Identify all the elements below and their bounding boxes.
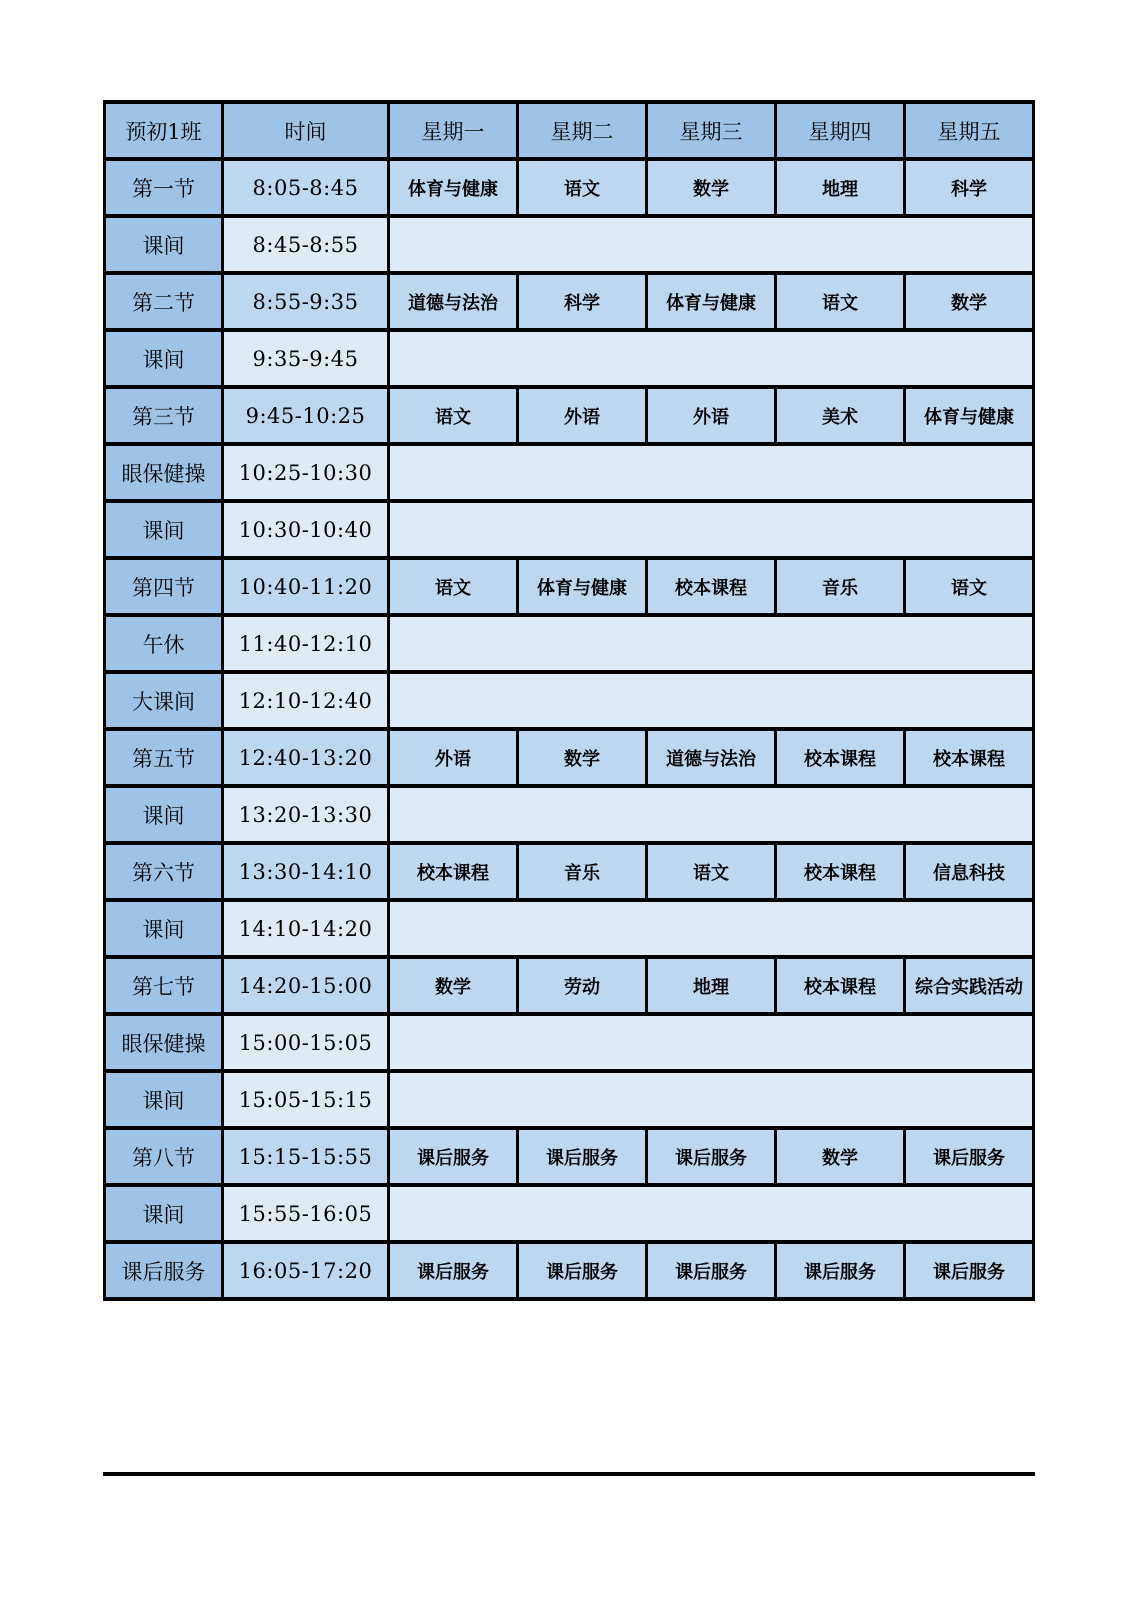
- header-day-cell: 星期二: [518, 102, 647, 159]
- header-time-label-cell: 时间: [223, 102, 389, 159]
- row-time-cell: 14:20-15:00: [223, 957, 389, 1014]
- course-cell: 音乐: [518, 843, 647, 900]
- row-time-cell: 16:05-17:20: [223, 1242, 389, 1299]
- header-class-name-cell: 预初1班: [105, 102, 223, 159]
- course-cell: 校本课程: [776, 843, 905, 900]
- course-cell: 课后服务: [905, 1242, 1034, 1299]
- table-row: [105, 216, 1034, 273]
- table-row: [105, 672, 1034, 729]
- course-cell: 地理: [776, 159, 905, 216]
- course-cell: 校本课程: [389, 843, 518, 900]
- row-time-cell: 8:05-8:45: [223, 159, 389, 216]
- row-label-cell: 课间: [105, 1185, 223, 1242]
- row-time-cell: 15:05-15:15: [223, 1071, 389, 1128]
- course-cell: 体育与健康: [647, 273, 776, 330]
- header-day-cell: 星期四: [776, 102, 905, 159]
- row-label-cell: 第一节: [105, 159, 223, 216]
- empty-break-cell: [389, 444, 1034, 501]
- course-cell: 课后服务: [389, 1242, 518, 1299]
- course-cell: 课后服务: [518, 1242, 647, 1299]
- row-label-cell: 大课间: [105, 672, 223, 729]
- row-label-cell: 课间: [105, 501, 223, 558]
- row-time-cell: 13:30-14:10: [223, 843, 389, 900]
- course-cell: 体育与健康: [389, 159, 518, 216]
- course-cell: 体育与健康: [518, 558, 647, 615]
- empty-break-cell: [389, 216, 1034, 273]
- course-cell: 地理: [647, 957, 776, 1014]
- course-cell: 语文: [647, 843, 776, 900]
- course-cell: 外语: [518, 387, 647, 444]
- course-cell: 科学: [518, 273, 647, 330]
- course-cell: 校本课程: [647, 558, 776, 615]
- course-cell: 数学: [905, 273, 1034, 330]
- table-row: [105, 501, 1034, 558]
- empty-break-cell: [389, 330, 1034, 387]
- course-cell: 课后服务: [905, 1128, 1034, 1185]
- row-label-cell: 眼保健操: [105, 1014, 223, 1071]
- header-row: [105, 102, 1034, 159]
- row-label-cell: 午休: [105, 615, 223, 672]
- course-cell: 道德与法治: [647, 729, 776, 786]
- table-row: [105, 1014, 1034, 1071]
- table-row: [105, 1071, 1034, 1128]
- row-time-cell: 10:40-11:20: [223, 558, 389, 615]
- row-time-cell: 15:15-15:55: [223, 1128, 389, 1185]
- row-time-cell: 9:35-9:45: [223, 330, 389, 387]
- course-cell: 语文: [389, 387, 518, 444]
- table-row: [105, 843, 1034, 900]
- row-time-cell: 9:45-10:25: [223, 387, 389, 444]
- row-time-cell: 8:55-9:35: [223, 273, 389, 330]
- course-cell: 数学: [518, 729, 647, 786]
- class-timetable: [103, 100, 1035, 1301]
- course-cell: 校本课程: [776, 957, 905, 1014]
- empty-break-cell: [389, 1185, 1034, 1242]
- table-row: [105, 444, 1034, 501]
- course-cell: 校本课程: [905, 729, 1034, 786]
- table-row: [105, 900, 1034, 957]
- table-row: [105, 1128, 1034, 1185]
- table-row: [105, 1242, 1034, 1299]
- row-time-cell: 11:40-12:10: [223, 615, 389, 672]
- course-cell: 语文: [905, 558, 1034, 615]
- row-label-cell: 课后服务: [105, 1242, 223, 1299]
- course-cell: 课后服务: [647, 1242, 776, 1299]
- course-cell: 综合实践活动: [905, 957, 1034, 1014]
- header-day-cell: 星期三: [647, 102, 776, 159]
- row-time-cell: 12:40-13:20: [223, 729, 389, 786]
- course-cell: 课后服务: [647, 1128, 776, 1185]
- course-cell: 语文: [776, 273, 905, 330]
- table-row: [105, 786, 1034, 843]
- course-cell: 外语: [389, 729, 518, 786]
- row-label-cell: 第四节: [105, 558, 223, 615]
- empty-break-cell: [389, 615, 1034, 672]
- course-cell: 校本课程: [776, 729, 905, 786]
- empty-break-cell: [389, 501, 1034, 558]
- table-row: [105, 558, 1034, 615]
- row-label-cell: 第六节: [105, 843, 223, 900]
- header-day-cell: 星期一: [389, 102, 518, 159]
- course-cell: 科学: [905, 159, 1034, 216]
- row-time-cell: 10:30-10:40: [223, 501, 389, 558]
- course-cell: 劳动: [518, 957, 647, 1014]
- empty-break-cell: [389, 1014, 1034, 1071]
- table-row: [105, 330, 1034, 387]
- row-time-cell: 14:10-14:20: [223, 900, 389, 957]
- table-row: [105, 159, 1034, 216]
- table-row: [105, 615, 1034, 672]
- row-time-cell: 15:55-16:05: [223, 1185, 389, 1242]
- timetable-body: [105, 159, 1034, 1299]
- course-cell: 信息科技: [905, 843, 1034, 900]
- row-label-cell: 课间: [105, 900, 223, 957]
- table-row: [105, 729, 1034, 786]
- row-label-cell: 第八节: [105, 1128, 223, 1185]
- empty-break-cell: [389, 672, 1034, 729]
- table-row: [105, 273, 1034, 330]
- course-cell: 数学: [647, 159, 776, 216]
- row-label-cell: 课间: [105, 216, 223, 273]
- timetable-header: [105, 102, 1034, 159]
- course-cell: 课后服务: [389, 1128, 518, 1185]
- row-time-cell: 10:25-10:30: [223, 444, 389, 501]
- row-time-cell: 8:45-8:55: [223, 216, 389, 273]
- row-label-cell: 课间: [105, 330, 223, 387]
- table-row: [105, 957, 1034, 1014]
- course-cell: 课后服务: [518, 1128, 647, 1185]
- course-cell: 道德与法治: [389, 273, 518, 330]
- empty-break-cell: [389, 900, 1034, 957]
- row-label-cell: 第三节: [105, 387, 223, 444]
- footer-divider: [103, 1472, 1035, 1476]
- course-cell: 数学: [776, 1128, 905, 1185]
- empty-break-cell: [389, 786, 1034, 843]
- row-label-cell: 眼保健操: [105, 444, 223, 501]
- row-time-cell: 12:10-12:40: [223, 672, 389, 729]
- course-cell: 数学: [389, 957, 518, 1014]
- row-label-cell: 第五节: [105, 729, 223, 786]
- table-row: [105, 387, 1034, 444]
- header-day-cell: 星期五: [905, 102, 1034, 159]
- row-label-cell: 第二节: [105, 273, 223, 330]
- course-cell: 体育与健康: [905, 387, 1034, 444]
- course-cell: 语文: [518, 159, 647, 216]
- row-time-cell: 13:20-13:30: [223, 786, 389, 843]
- empty-break-cell: [389, 1071, 1034, 1128]
- course-cell: 音乐: [776, 558, 905, 615]
- course-cell: 语文: [389, 558, 518, 615]
- course-cell: 美术: [776, 387, 905, 444]
- row-time-cell: 15:00-15:05: [223, 1014, 389, 1071]
- table-row: [105, 1185, 1034, 1242]
- row-label-cell: 课间: [105, 786, 223, 843]
- course-cell: 课后服务: [776, 1242, 905, 1299]
- row-label-cell: 课间: [105, 1071, 223, 1128]
- course-cell: 外语: [647, 387, 776, 444]
- row-label-cell: 第七节: [105, 957, 223, 1014]
